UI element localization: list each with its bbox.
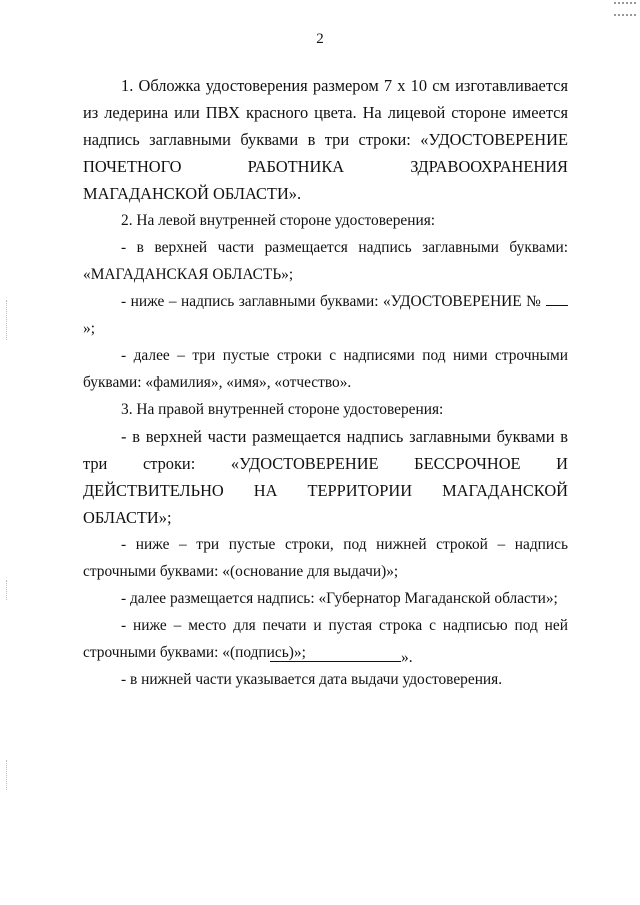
document-body [83,72,568,693]
paragraph: 2. На левой внутренней стороне удостоверения: [121,212,436,229]
paragraph: - в нижней части указывается дата выдачи удостоверения. [121,671,503,688]
paragraph: - в верхней части размещается надпись заглавными буквами в три строки: «УДОСТОВЕРЕНИЕ БЕССРОЧНОЕ И ДЕЙСТВИТЕЛЬНО НА ТЕРРИТОРИИ МАГАДАНСКОЙ ОБЛАСТИ»; [83,427,568,527]
paragraph: 3. На правой внутренней стороне удостоверения: [121,401,444,418]
page-number: 2 [316,31,324,47]
paragraph [83,288,568,342]
scan-margin-mark [6,580,8,600]
paragraph: - ниже – место для печати и пустая строка с надписью под ней строчными буквами: «(подпись)»; [83,617,568,661]
scan-margin-mark [6,300,8,340]
paragraph: - далее – три пустые строки с надписями под ними строчными буквами: «фамилия», «имя», «отчество». [83,347,568,391]
number-blank-line [546,293,568,306]
paragraph: - далее размещается надпись: «Губернатор Магаданской области»; [121,590,558,607]
paragraph: - в верхней части размещается надпись заглавными буквами: «МАГАДАНСКАЯ ОБЛАСТЬ»; [83,239,568,283]
paragraph-text: - ниже – надпись заглавными буквами: «УДОСТОВЕРЕНИЕ № [121,293,542,310]
closing-rule [270,647,401,662]
paragraph: 1. Обложка удостоверения размером 7 х 10 см изготавливается из ледерина или ПВХ красного цвета. На лицевой стороне имеется надпись заглавными буквами в три строки: «УДОСТОВЕРЕНИЕ ПОЧЕТНОГО РАБОТНИКА ЗДРАВООХРАНЕНИЯ МАГАДАНСКОЙ ОБЛАСТИ». [83,76,568,203]
scan-margin-mark [6,760,8,790]
scan-corner-mark [614,2,636,16]
closing-quote: ». [401,649,413,666]
closing-line [270,647,413,667]
paragraph-text: »; [83,320,95,337]
paragraph: - ниже – три пустые строки, под нижней строкой – надпись строчными буквами: «(основание для выдачи)»; [83,536,568,580]
